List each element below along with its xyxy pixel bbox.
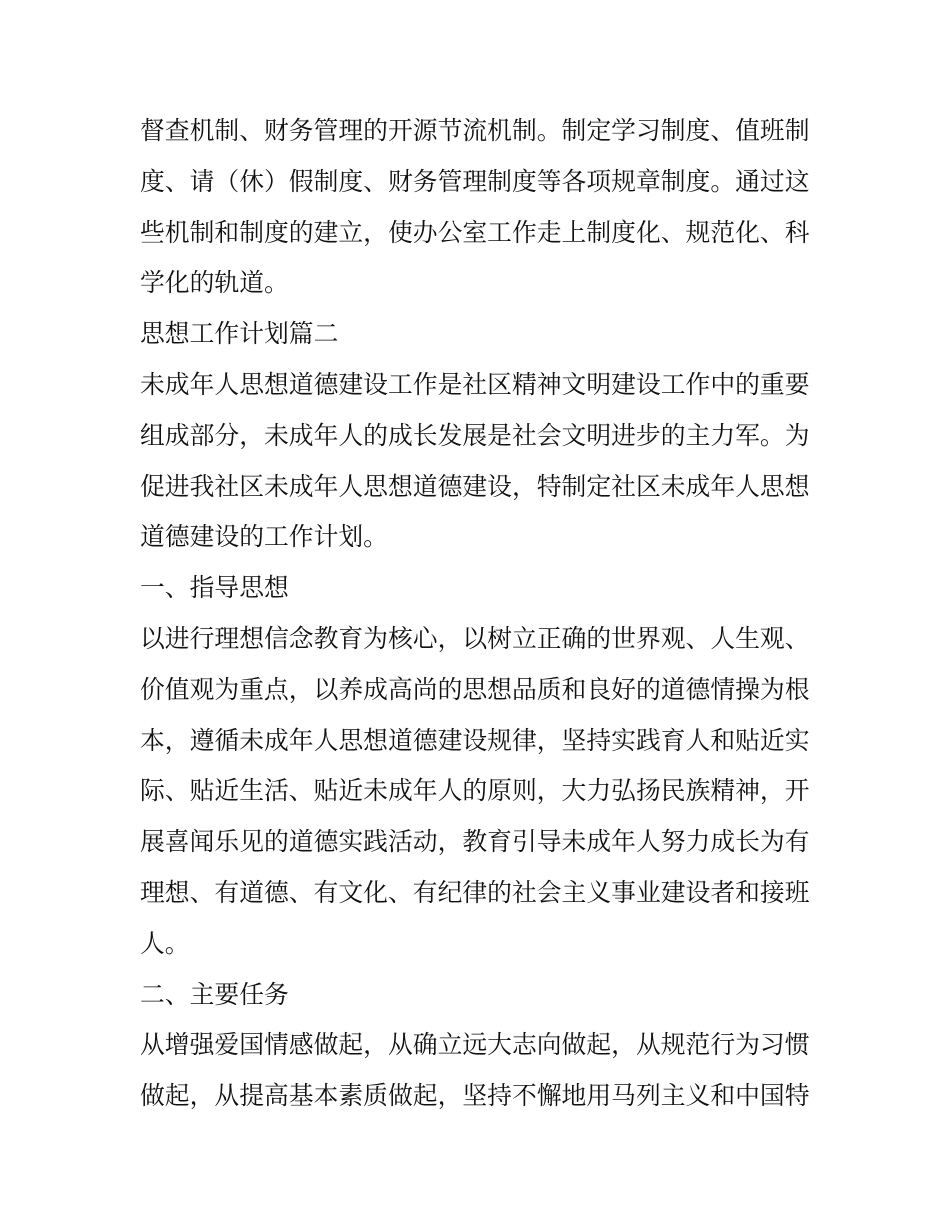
text-line: 道德建设的工作计划。 [140, 522, 388, 552]
text-line: 展喜闻乐见的道德实践活动，教育引导未成年人努力成长为有 [140, 827, 810, 857]
text-line: 督查机制、财务管理的开源节流机制。制定学习制度、值班制 [140, 116, 810, 145]
text-line: 人。 [140, 928, 190, 958]
text-line: 未成年人思想道德建设工作是社区精神文明建设工作中的重要 [140, 369, 810, 399]
section-heading: 二、主要任务 [140, 979, 289, 1009]
text-line: 做起，从提高基本素质做起，坚持不懈地用马列主义和中国特 [140, 1081, 810, 1111]
text-line: 以进行理想信念教育为核心，以树立正确的世界观、人生观、 [140, 623, 810, 653]
text-line: 本，遵循未成年人思想道德建设规律，坚持实践育人和贴近实 [140, 725, 810, 755]
section-heading: 一、指导思想 [140, 573, 289, 603]
text-line: 学化的轨道。 [140, 268, 289, 298]
text-line: 从增强爱国情感做起，从确立远大志向做起，从规范行为习惯 [140, 1030, 810, 1060]
document-body [140, 106, 812, 1122]
text-line: 际、贴近生活、贴近未成年人的原则，大力弘扬民族精神，开 [140, 776, 810, 806]
text-line: 组成部分，未成年人的成长发展是社会文明进步的主力军。为 [140, 420, 810, 450]
text-line: 理想、有道德、有文化、有纪律的社会主义事业建设者和接班 [140, 877, 810, 907]
text-line: 促进我社区未成年人思想道德建设，特制定社区未成年人思想 [140, 471, 810, 501]
text-line: 度、请（休）假制度、财务管理制度等各项规章制度。通过这 [140, 166, 810, 196]
text-line: 些机制和制度的建立，使办公室工作走上制度化、规范化、科 [140, 217, 810, 247]
text-line: 价值观为重点，以养成高尚的思想品质和良好的道德情操为根 [140, 674, 810, 704]
section-heading: 思想工作计划篇二 [140, 319, 339, 349]
